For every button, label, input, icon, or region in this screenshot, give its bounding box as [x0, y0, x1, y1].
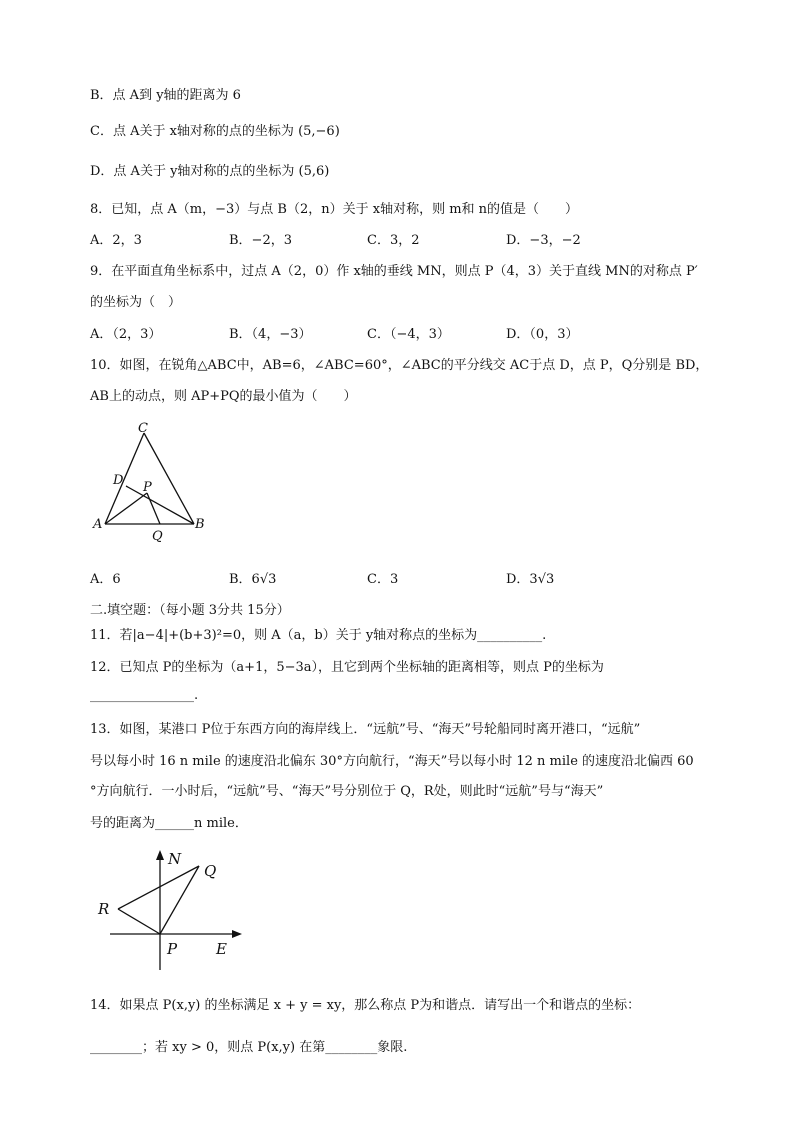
- question-12: 12．已知点 P的坐标为（a+1，5−3a），且它到两个坐标轴的距离相等，则点 P的坐标为: [90, 660, 604, 675]
- fig2-label-e: E: [216, 940, 227, 958]
- q9-option-c: C．（−4，3）: [367, 327, 450, 342]
- fig2-label-r: R: [98, 900, 110, 918]
- triangle-figure: [88, 416, 218, 546]
- question-14: 14．如果点 P(x,y) 的坐标满足 x + y = xy，那么称点 P为和谐点．请写出一个和谐点的坐标：: [90, 998, 641, 1013]
- question-14-cont: ________；若 xy > 0，则点 P(x,y) 在第________象限.: [90, 1040, 408, 1055]
- question-12-cont: ________________.: [90, 688, 199, 703]
- section-2-heading: 二.填空题：（每小题 3分共 15分）: [90, 603, 290, 618]
- q9-option-a: A．（2，3）: [90, 327, 162, 342]
- fig2-label-q: Q: [204, 862, 217, 880]
- q8-option-a: A．2，3: [90, 233, 142, 248]
- q10-option-a: A．6: [90, 572, 121, 587]
- question-13-cont-2: °方向航行．一小时后，“远航”号、“海天”号分别位于 Q，R处，则此时“远航”号与“海天”: [90, 784, 604, 799]
- q8-option-b: B．−2，3: [229, 233, 292, 248]
- line-b: B．点 A到 y轴的距离为 6: [90, 88, 241, 103]
- question-8: 8．已知，点 A（m，−3）与点 B（2，n）关于 x轴对称，则 m和 n的值是（ ）: [90, 202, 579, 217]
- q9-option-d: D．（0，3）: [506, 327, 579, 342]
- question-13: 13．如图，某港口 P位于东西方向的海岸线上．“远航”号、“海天”号轮船同时离开港口，“远航”: [90, 722, 641, 737]
- fig1-label-q: Q: [152, 529, 163, 544]
- fig2-label-n: N: [168, 850, 182, 868]
- line-c: C．点 A关于 x轴对称的点的坐标为 (5,−6): [90, 124, 340, 139]
- question-9: 9．在平面直角坐标系中，过点 A（2，0）作 x轴的垂线 MN，则点 P（4，3）关于直线 MN的对称点 P′: [90, 264, 698, 279]
- q9-option-b: B．（4，−3）: [229, 327, 312, 342]
- fig1-label-a: A: [93, 517, 103, 532]
- q8-option-d: D．−3，−2: [506, 233, 581, 248]
- fig2-label-p: P: [167, 940, 178, 958]
- compass-figure: [90, 842, 250, 972]
- fig1-label-c: C: [138, 421, 148, 436]
- question-13-cont-1: 号以每小时 16 n mile 的速度沿北偏东 30°方向航行，“海天”号以每小时 12 n mile 的速度沿北偏西 60: [90, 754, 694, 769]
- q8-option-c: C．3，2: [367, 233, 420, 248]
- question-10: 10．如图，在锐角△ABC中，AB=6，∠ABC=60°，∠ABC的平分线交 AC于点 D，点 P，Q分别是 BD，: [90, 358, 709, 373]
- line-d: D．点 A关于 y轴对称的点的坐标为 (5,6): [90, 164, 330, 179]
- question-9-cont: 的坐标为（ ）: [90, 295, 182, 310]
- question-11: 11．若|a−4|+(b+3)²=0，则 A（a，b）关于 y轴对称点的坐标为__________.: [90, 628, 547, 643]
- q10-option-d: D．3√3: [506, 572, 555, 587]
- fig1-label-d: D: [113, 473, 124, 488]
- fig1-label-p: P: [143, 480, 152, 495]
- question-10-cont: AB上的动点，则 AP+PQ的最小值为（ ）: [90, 389, 357, 404]
- question-13-cont-3: 号的距离为______n mile．: [90, 816, 248, 831]
- q10-option-b: B．6√3: [229, 572, 277, 587]
- q10-option-c: C．3: [367, 572, 399, 587]
- fig1-label-b: B: [195, 517, 205, 532]
